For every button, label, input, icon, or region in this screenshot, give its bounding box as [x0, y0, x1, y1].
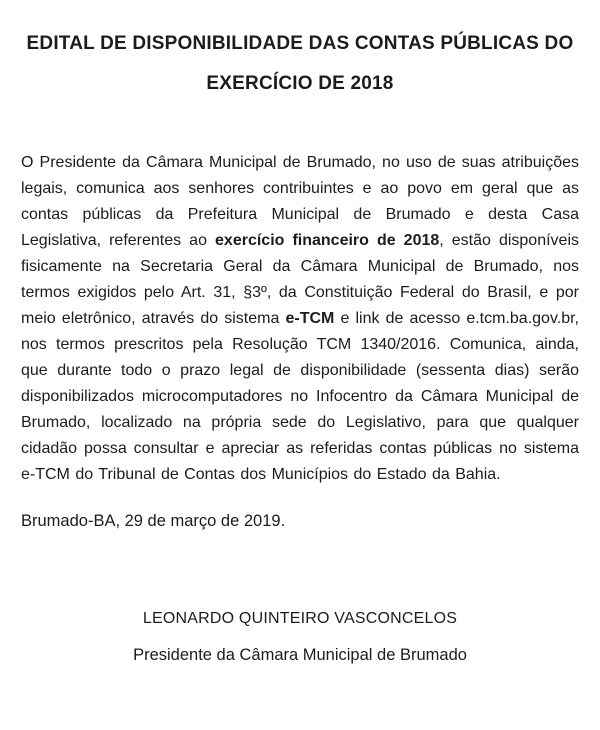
date-line: Brumado-BA, 29 de março de 2019.: [21, 512, 286, 530]
signatory-role: Presidente da Câmara Municipal de Brumado: [133, 646, 467, 664]
body-paragraph: [21, 150, 579, 488]
body-text-bold-segment: exercício financeiro de 2018: [215, 232, 440, 249]
document-page: [0, 24, 600, 730]
signatory-name: LEONARDO QUINTEIRO VASCONCELOS: [142, 610, 458, 627]
body-text-bold-segment: e-TCM: [285, 310, 335, 327]
body-text-segment: e link de acesso e.tcm.ba.gov.br, nos termos prescritos pela Resolução TCM 1340/2016. Comunica, ainda, que durante todo o prazo legal de disponibilidade (sessenta dias) serão disponibilizados microcomputadores no Infocentro da Câmara Municipal de Brumado, localizado na própria sede do Legislativo, para que qualquer cidadão possa consultar e apreciar as referidas contas públicas no sistema e-TCM do Tribunal de Contas dos Municípios do Estado da Bahia.: [21, 310, 579, 483]
body-text-segment: O Presidente da Câmara Municipal de Brumado, no uso de suas atribuições legais, comunica aos senhores contribuintes e ao povo em geral que as contas públicas da Prefeitura Municipal de Brumado e desta Casa Legislativa, referentes ao: [21, 154, 579, 249]
signature-block: [21, 606, 579, 668]
body-text-segment: , estão disponíveis fisicamente na Secretaria Geral da Câmara Municipal de Brumado, nos termos exigidos pelo Art. 31, §3º, da Constituição Federal do Brasil, e por meio eletrônico, através do sistema: [21, 232, 580, 327]
document-title: EDITAL DE DISPONIBILIDADE DAS CONTAS PÚBLICAS DO EXERCÍCIO DE 2018: [26, 33, 574, 94]
